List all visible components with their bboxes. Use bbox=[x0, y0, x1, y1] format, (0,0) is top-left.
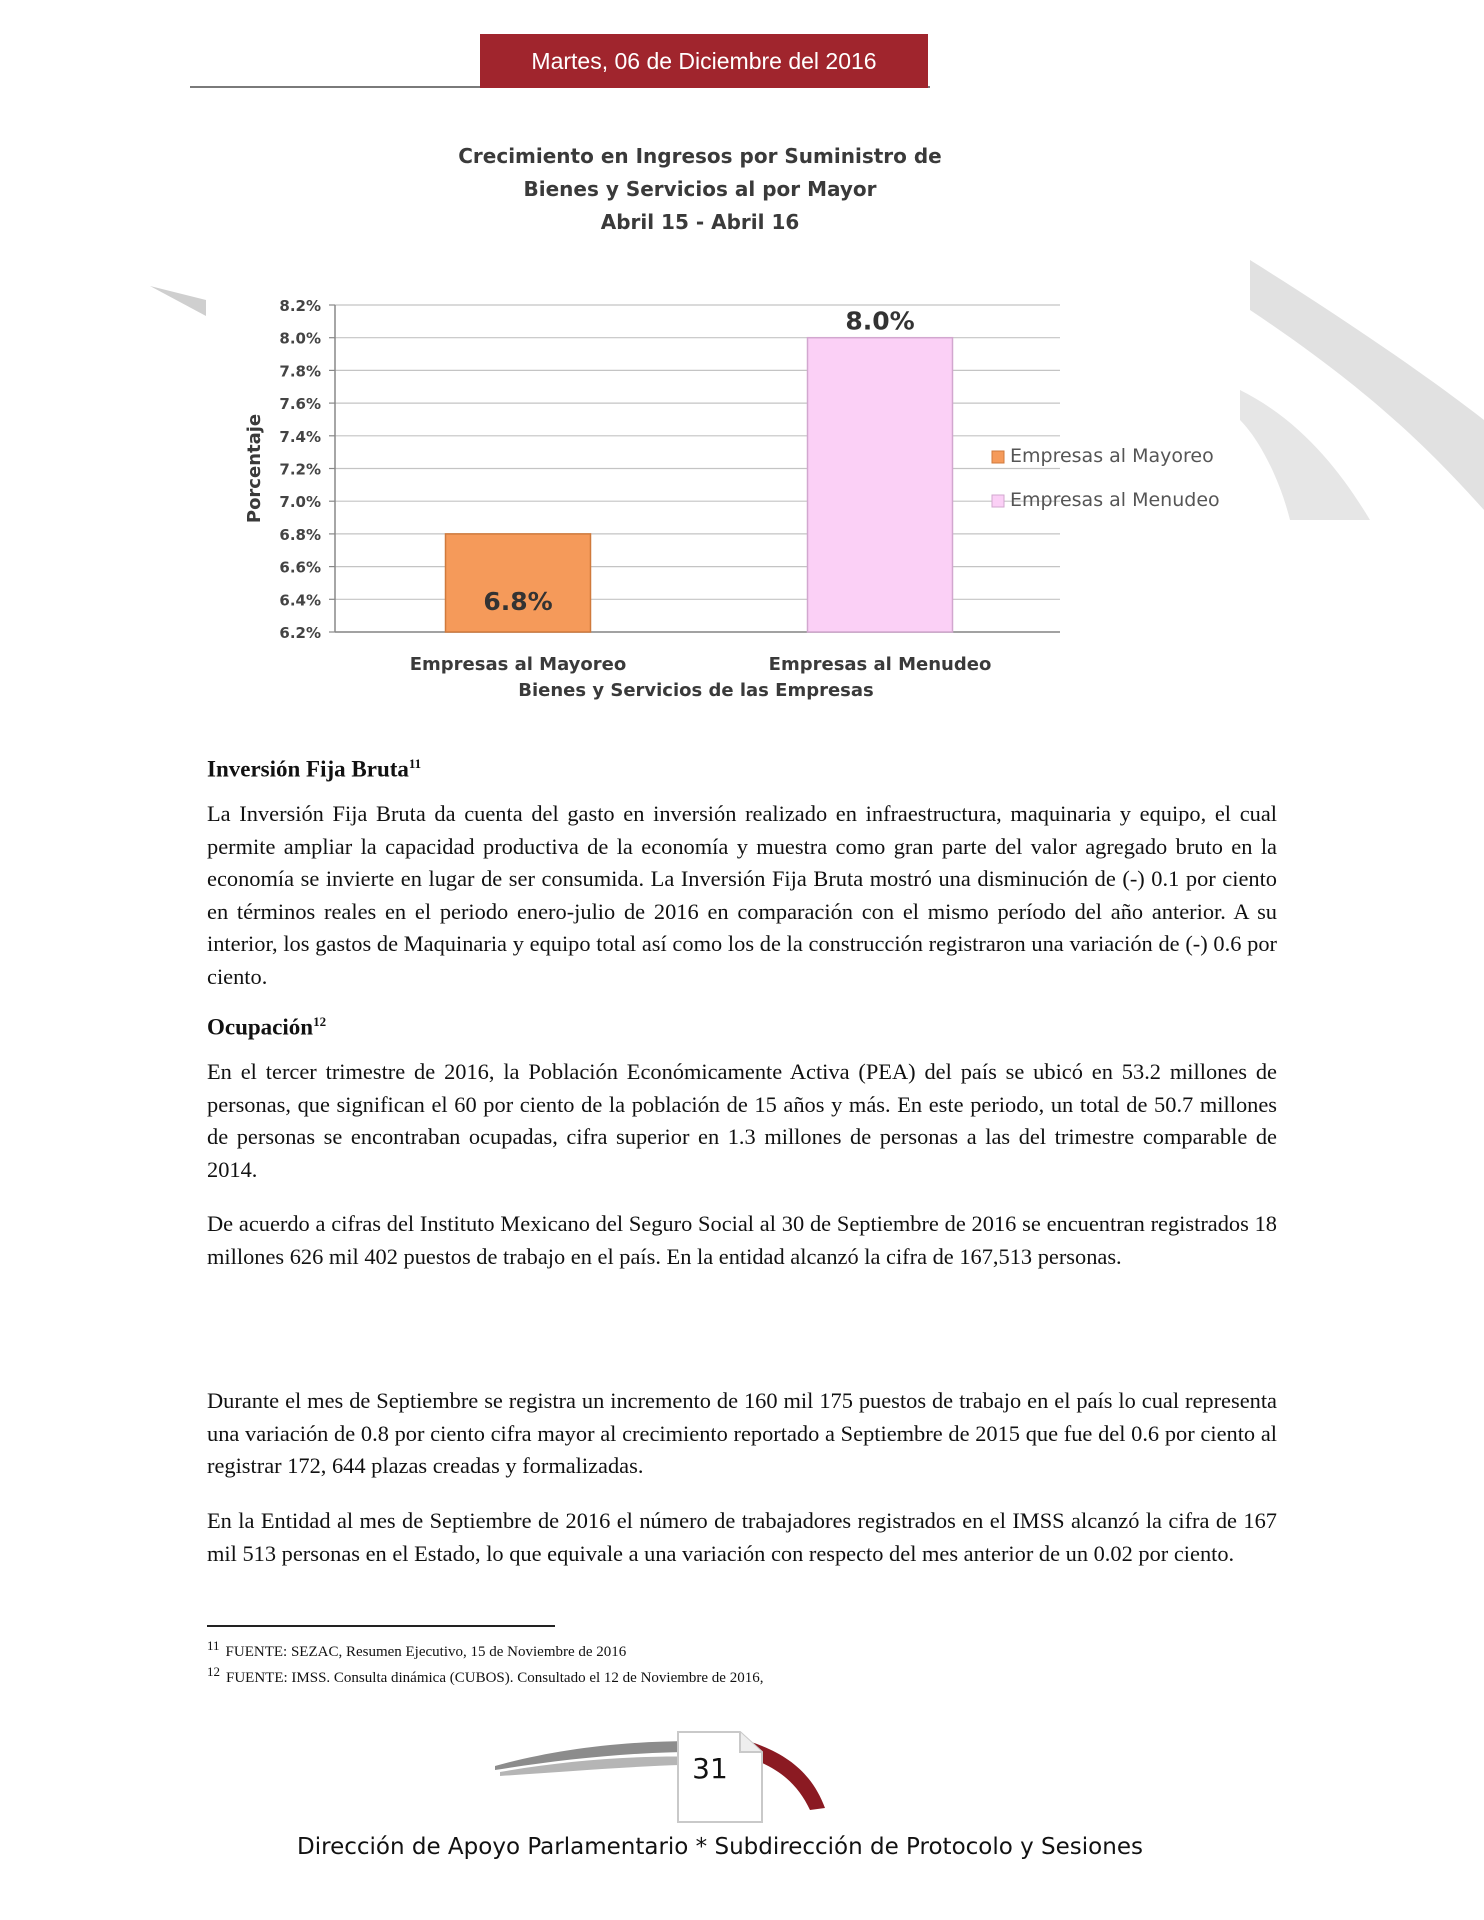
y-axis-label: Porcentaje bbox=[244, 413, 265, 524]
footnote-11 bbox=[207, 1638, 626, 1661]
y-tick-label: 7.6% bbox=[279, 395, 321, 414]
legend-swatch bbox=[992, 495, 1004, 507]
decorative-swoosh-left bbox=[150, 278, 210, 318]
x-category-label: Empresas al Mayoreo bbox=[409, 654, 627, 675]
y-tick-label: 8.0% bbox=[279, 329, 321, 348]
chart-title-line: Abril 15 - Abril 16 bbox=[600, 210, 800, 234]
y-tick-label: 8.2% bbox=[279, 297, 321, 315]
decorative-swoosh-right bbox=[1230, 250, 1484, 530]
y-tick-label: 7.4% bbox=[279, 427, 321, 446]
section-title-ocupacion bbox=[207, 1014, 326, 1041]
section-title-inversion bbox=[207, 756, 421, 783]
footnote-divider bbox=[207, 1625, 555, 1627]
x-axis-label: Bienes y Servicios de las Empresas bbox=[518, 680, 874, 701]
section-title-text: Ocupación bbox=[207, 1014, 314, 1040]
header-date-banner: Martes, 06 de Diciembre del 2016 bbox=[480, 34, 928, 88]
footnote-number: 11 bbox=[207, 1638, 220, 1653]
paragraph-ocupacion-4: En la Entidad al mes de Septiembre de 2016 el número de trabajadores registrados en el IMSS alcanzó la cifra de 167 mil 513 personas en el Estado, lo que equivale a una variación con respecto del mes anterior de un 0.02 por ciento. bbox=[207, 1508, 1277, 1566]
y-tick-label: 7.0% bbox=[279, 493, 321, 512]
footnote-12 bbox=[207, 1664, 763, 1687]
paragraph-ocupacion-3: Durante el mes de Septiembre se registra un incremento de 160 mil 175 puestos de trabajo en el país lo cual representa una variación de 0.8 por ciento cifra mayor al crecimiento reportado a Septiembre de 2015 que fue del 0.6 por ciento al registrar 172, 644 plazas creadas y formalizadas. bbox=[207, 1388, 1277, 1478]
footnote-number: 12 bbox=[207, 1664, 220, 1679]
legend-label: Empresas al Menudeo bbox=[1010, 489, 1220, 511]
footnote-ref: 12 bbox=[313, 1014, 327, 1029]
y-tick-label: 6.2% bbox=[279, 624, 321, 642]
y-tick-label: 6.6% bbox=[279, 558, 321, 577]
data-label: 8.0% bbox=[845, 306, 915, 336]
x-category-label: Empresas al Menudeo bbox=[768, 654, 992, 675]
footnote-ref: 11 bbox=[408, 756, 422, 771]
legend-swatch bbox=[992, 451, 1004, 463]
y-tick-label: 6.8% bbox=[279, 525, 321, 544]
paragraph-ocupacion-2: De acuerdo a cifras del Instituto Mexicano del Seguro Social al 30 de Septiembre de 2016 se encuentran registrados 18 millones 626 mil 402 puestos de trabajo en el país. En la entidad alcanzó la cifra de 167,513 personas. bbox=[207, 1211, 1277, 1269]
paragraph-ocupacion-1: En el tercer trimestre de 2016, la Población Económicamente Activa (PEA) del país se ubicó en 53.2 millones de personas, que significan el 60 por ciento de la población de 15 años y más. En este periodo, un total de 50.7 millones de personas se encontraban ocupadas, cifra superior en 1.3 millones de personas a las del trimestre comparable de 2014. bbox=[207, 1059, 1277, 1182]
chart-title-line: Crecimiento en Ingresos por Suministro de bbox=[458, 144, 942, 168]
chart-title-line: Bienes y Servicios al por Mayor bbox=[523, 177, 877, 201]
page-number: 31 bbox=[692, 1752, 728, 1785]
footnote-text: FUENTE: IMSS. Consulta dinámica (CUBOS). Consultado el 12 de Noviembre de 2016, bbox=[226, 1670, 764, 1686]
data-label: 6.8% bbox=[483, 587, 553, 616]
paragraph-inversion: La Inversión Fija Bruta da cuenta del gasto en inversión realizado en infraestructura, maquinaria y equipo, el cual permite ampliar la capacidad productiva de la economía y muestra como gran parte del valor agregado bruto en la economía se invierte en lugar de ser consumida. La Inversión Fija Bruta mostró una disminución de (-) 0.1 por ciento en términos reales en el periodo enero-julio de 2016 en comparación con el mismo período del año anterior. A su interior, los gastos de Maquinaria y equipo total así como los de la construcción registraron una variación de (-) 0.6 por ciento. bbox=[207, 801, 1277, 989]
y-tick-label: 7.8% bbox=[279, 362, 321, 381]
legend-label: Empresas al Mayoreo bbox=[1010, 445, 1214, 467]
footnote-text: FUENTE: SEZAC, Resumen Ejecutivo, 15 de Noviembre de 2016 bbox=[225, 1644, 627, 1660]
y-tick-label: 6.4% bbox=[279, 591, 321, 610]
growth-chart bbox=[220, 130, 1260, 710]
bar bbox=[808, 338, 953, 632]
y-tick-label: 7.2% bbox=[279, 460, 321, 479]
page-swoosh-graphic bbox=[490, 1718, 830, 1828]
bar bbox=[446, 534, 591, 632]
section-title-text: Inversión Fija Bruta bbox=[207, 756, 409, 782]
footer-text: Dirección de Apoyo Parlamentario * Subdirección de Protocolo y Sesiones bbox=[297, 1834, 1143, 1860]
chart-plot bbox=[220, 130, 1260, 710]
